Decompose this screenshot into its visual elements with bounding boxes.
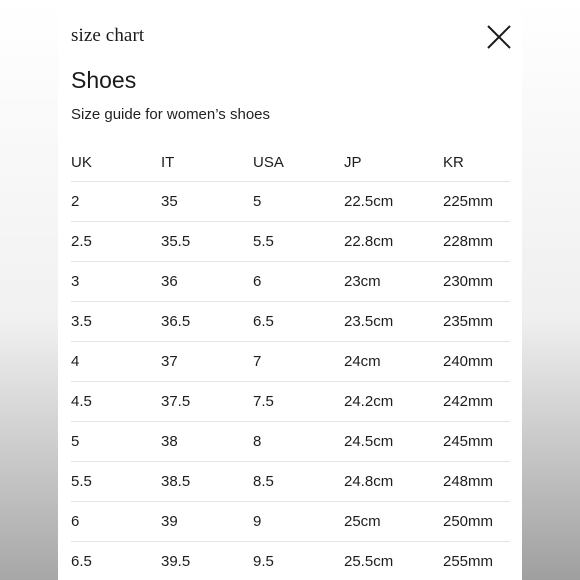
cell-uk: 3 <box>71 273 80 290</box>
cell-uk: 3.5 <box>71 313 92 330</box>
cell-usa: 7.5 <box>253 393 274 410</box>
table-row <box>71 422 510 462</box>
close-icon <box>485 23 513 51</box>
background-left <box>0 0 58 580</box>
modal-title: size chart <box>71 25 145 46</box>
cell-uk: 5.5 <box>71 473 92 490</box>
cell-it: 39.5 <box>161 553 191 570</box>
background-right <box>522 0 580 580</box>
cell-jp: 25.5cm <box>344 553 394 570</box>
column-header-it: IT <box>161 154 175 171</box>
cell-kr: 225mm <box>443 193 494 210</box>
table-row <box>71 542 510 580</box>
cell-kr: 230mm <box>443 273 494 290</box>
table-row <box>71 342 510 382</box>
cell-jp: 24.8cm <box>344 473 394 490</box>
cell-usa: 6.5 <box>253 313 274 330</box>
cell-usa: 6 <box>253 273 262 290</box>
column-header-usa: USA <box>253 154 284 171</box>
cell-it: 36 <box>161 273 178 290</box>
cell-kr: 228mm <box>443 233 494 250</box>
table-row <box>71 302 510 342</box>
table-row <box>71 222 510 262</box>
cell-usa: 5 <box>253 193 262 210</box>
table-header-row <box>71 143 510 182</box>
cell-jp: 24cm <box>344 353 381 370</box>
cell-kr: 245mm <box>443 433 494 450</box>
cell-uk: 2 <box>71 193 80 210</box>
cell-it: 38.5 <box>161 473 191 490</box>
cell-usa: 9.5 <box>253 553 274 570</box>
cell-uk: 4.5 <box>71 393 92 410</box>
cell-jp: 23cm <box>344 273 381 290</box>
section-subtitle: Size guide for women’s shoes <box>71 106 270 123</box>
cell-uk: 2.5 <box>71 233 92 250</box>
cell-it: 36.5 <box>161 313 191 330</box>
size-chart-modal <box>58 0 522 580</box>
table-row <box>71 382 510 422</box>
cell-it: 35 <box>161 193 178 210</box>
cell-jp: 25cm <box>344 513 381 530</box>
cell-kr: 248mm <box>443 473 494 490</box>
table-row <box>71 182 510 222</box>
cell-usa: 8 <box>253 433 262 450</box>
cell-it: 35.5 <box>161 233 191 250</box>
cell-kr: 240mm <box>443 353 494 370</box>
cell-jp: 22.5cm <box>344 193 394 210</box>
cell-uk: 5 <box>71 433 80 450</box>
cell-kr: 242mm <box>443 393 494 410</box>
table-row <box>71 502 510 542</box>
cell-uk: 6 <box>71 513 80 530</box>
cell-usa: 7 <box>253 353 262 370</box>
cell-kr: 255mm <box>443 553 494 570</box>
cell-it: 39 <box>161 513 178 530</box>
column-header-kr: KR <box>443 154 464 171</box>
cell-usa: 8.5 <box>253 473 274 490</box>
cell-kr: 250mm <box>443 513 494 530</box>
table-row <box>71 262 510 302</box>
cell-it: 38 <box>161 433 178 450</box>
cell-uk: 6.5 <box>71 553 92 570</box>
cell-jp: 24.5cm <box>344 433 394 450</box>
column-header-jp: JP <box>344 154 362 171</box>
cell-jp: 23.5cm <box>344 313 394 330</box>
close-button[interactable] <box>485 23 513 51</box>
cell-it: 37.5 <box>161 393 191 410</box>
column-header-uk: UK <box>71 154 92 171</box>
cell-kr: 235mm <box>443 313 494 330</box>
cell-usa: 9 <box>253 513 262 530</box>
cell-jp: 22.8cm <box>344 233 394 250</box>
section-title: Shoes <box>71 67 137 93</box>
cell-it: 37 <box>161 353 178 370</box>
cell-jp: 24.2cm <box>344 393 394 410</box>
size-table <box>71 143 510 580</box>
cell-uk: 4 <box>71 353 80 370</box>
table-row <box>71 462 510 502</box>
cell-usa: 5.5 <box>253 233 274 250</box>
